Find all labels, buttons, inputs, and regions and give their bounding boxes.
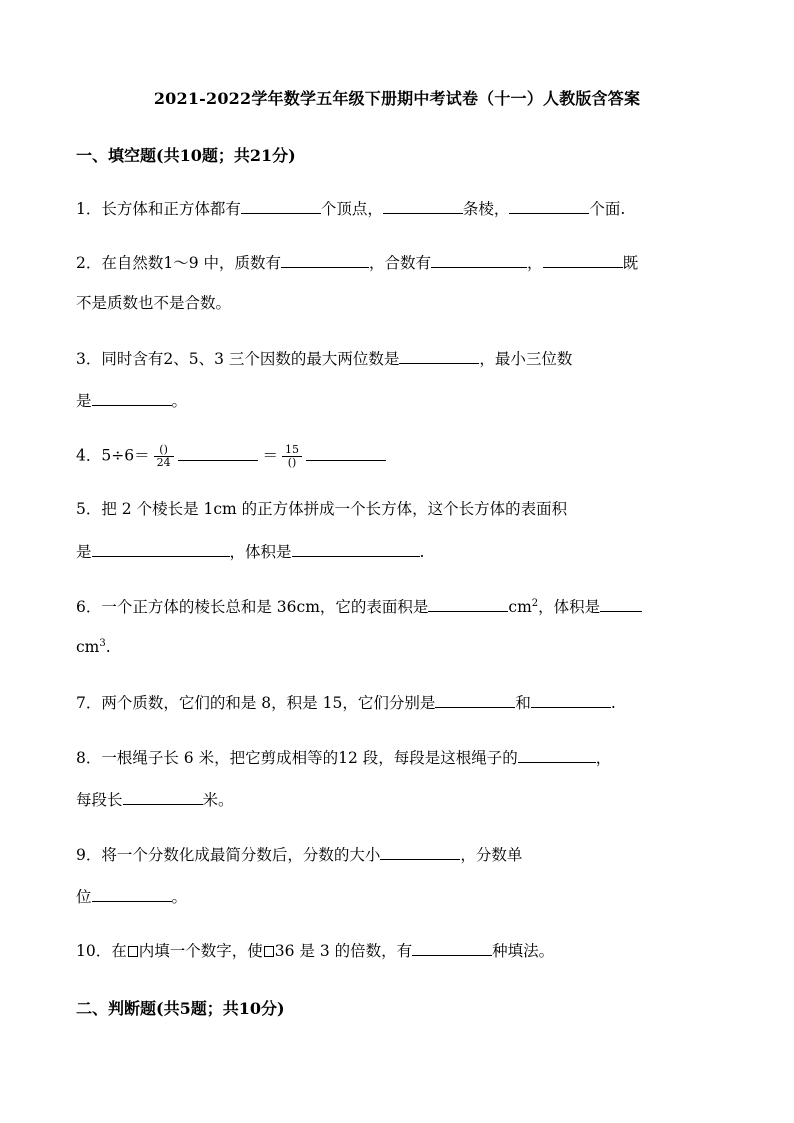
question-number: 8． [76,749,102,767]
question-1: 1．长方体和正方体都有 个顶点， 条棱， 个面. [76,200,626,218]
question-number: 10． [76,942,112,960]
question-number: 6． [76,598,102,616]
question-6-continued: $cm^3$. [76,637,111,656]
answer-blank[interactable] [92,390,172,406]
answer-blank[interactable] [306,445,386,461]
section-heading-fill-blank: 一、填空题(共10题；共21分) [76,146,296,165]
question-number: 1． [76,200,102,218]
question-5: 5．把 2 个棱长是 1cm 的正方体拼成一个长方体，这个长方体的表面积 [76,500,568,518]
answer-blank[interactable] [518,747,596,763]
answer-blank[interactable] [292,541,420,557]
question-2-continued: 不是质数也不是合数。 [76,294,232,312]
question-7: 7．两个质数，它们的和是 8，积是 15，它们分别是 和 . [76,694,616,712]
answer-blank[interactable] [399,348,479,364]
answer-blank[interactable] [178,445,258,461]
fraction-2: $\frac{15}{()}$ [282,444,302,469]
answer-blank[interactable] [92,886,172,902]
question-6: 6．一个正方体的棱长总和是 36cm，它的表面积是 $cm^2$，体积是 [76,596,642,617]
answer-blank[interactable] [281,252,369,268]
answer-blank[interactable] [383,198,463,214]
question-number: 3． [76,350,102,368]
question-8: 8．一根绳子长 6 米，把它剪成相等的12 段，每段是这根绳子的 ， [76,749,612,767]
question-number: 4． [76,446,102,465]
question-9: 9．将一个分数化成最简分数后，分数的大小 ，分数单 [76,846,523,864]
question-5-continued: 是 ，体积是 . [76,543,425,561]
answer-blank[interactable] [531,692,611,708]
question-9-continued: 位 。 [76,888,188,906]
answer-blank[interactable] [241,198,321,214]
empty-box-icon [264,946,274,957]
document-title: 2021-2022学年数学五年级下册期中考试卷（十一）人教版含答案 [153,89,641,108]
question-3-continued: 是 。 [76,392,188,410]
answer-blank[interactable] [92,541,230,557]
answer-blank[interactable] [600,596,642,612]
question-4: 4．5÷6＝ $\frac{()}{24}$ ＝ $\frac{15}{()}$ [76,444,386,469]
question-8-continued: 每段长 米。 [76,791,234,809]
answer-blank[interactable] [431,252,527,268]
answer-blank[interactable] [123,789,203,805]
question-3: 3．同时含有2、5、3 三个因数的最大两位数是 ，最小三位数 [76,350,573,368]
answer-blank[interactable] [380,844,460,860]
answer-blank[interactable] [428,596,508,612]
empty-box-icon [128,946,138,957]
answer-blank[interactable] [412,940,492,956]
question-number: 2． [76,254,102,272]
answer-blank[interactable] [509,198,589,214]
question-10: 10．在 内填一个数字，使 36 是 3 的倍数，有 种填法。 [76,942,555,960]
answer-blank[interactable] [435,692,515,708]
question-number: 5． [76,500,102,518]
question-number: 7． [76,694,102,712]
answer-blank[interactable] [543,252,623,268]
section-heading-true-false: 二、判断题(共5题；共10分) [76,999,285,1018]
question-number: 9． [76,846,102,864]
fraction-1: $\frac{()}{24}$ [154,444,174,469]
question-2: 2．在自然数1～9 中，质数有 ，合数有 ， 既 [76,254,639,272]
